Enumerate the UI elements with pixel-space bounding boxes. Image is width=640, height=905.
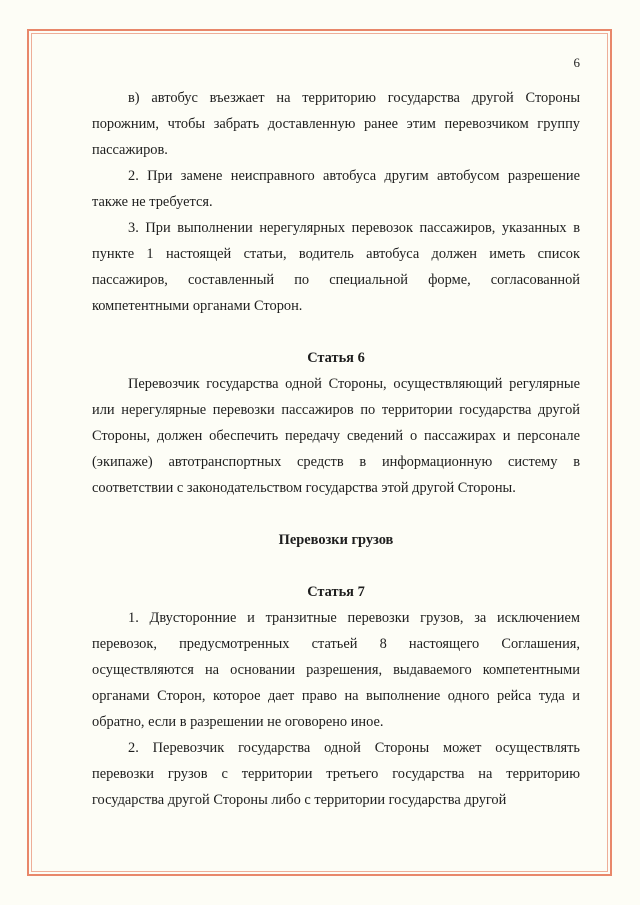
paragraph-article5-clause1c: в) автобус въезжает на территорию государства другой Стороны порожним, чтобы забрать доставленную ранее этим перевозчиком группу пассажиров. [92, 90, 580, 158]
paragraph-article6: Перевозчик государства одной Стороны, осуществляющий регулярные или нерегулярные перевозки пассажиров по территории государства другой Стороны, должен обеспечить передачу сведений о пассажирах и персонале (экипаже) автотранспортных средств в информационную систему в соответствии с законодательством государства этой другой Стороны. [92, 376, 580, 496]
paragraph-article7-clause2: 2. Перевозчик государства одной Стороны может осуществлять перевозки грузов с территории третьего государства на территорию государства другой Стороны либо с территории государства другой [92, 740, 580, 808]
heading-article-6: Статья 6 [307, 350, 365, 366]
document-body [92, 85, 580, 813]
paragraph-article7-clause1: 1. Двусторонние и транзитные перевозки грузов, за исключением перевозок, предусмотренных статьей 8 настоящего Соглашения, осуществляются на основании разрешения, выдаваемого компетентными органами Сторон, которое дает право на выполнение одного рейса туда и обратно, если в разрешении не оговорено иное. [92, 610, 580, 730]
paragraph-article5-clause3: 3. При выполнении нерегулярных перевозок пассажиров, указанных в пункте 1 настоящей статьи, водитель автобуса должен иметь список пассажиров, составленный по специальной форме, согласованной компетентными органами Сторон. [92, 220, 580, 314]
heading-article-7: Статья 7 [307, 584, 365, 600]
paragraph-article5-clause2: 2. При замене неисправного автобуса другим автобусом разрешение также не требуется. [92, 168, 580, 210]
section-heading-cargo: Перевозки грузов [278, 532, 394, 548]
page-number: 6 [573, 55, 580, 70]
